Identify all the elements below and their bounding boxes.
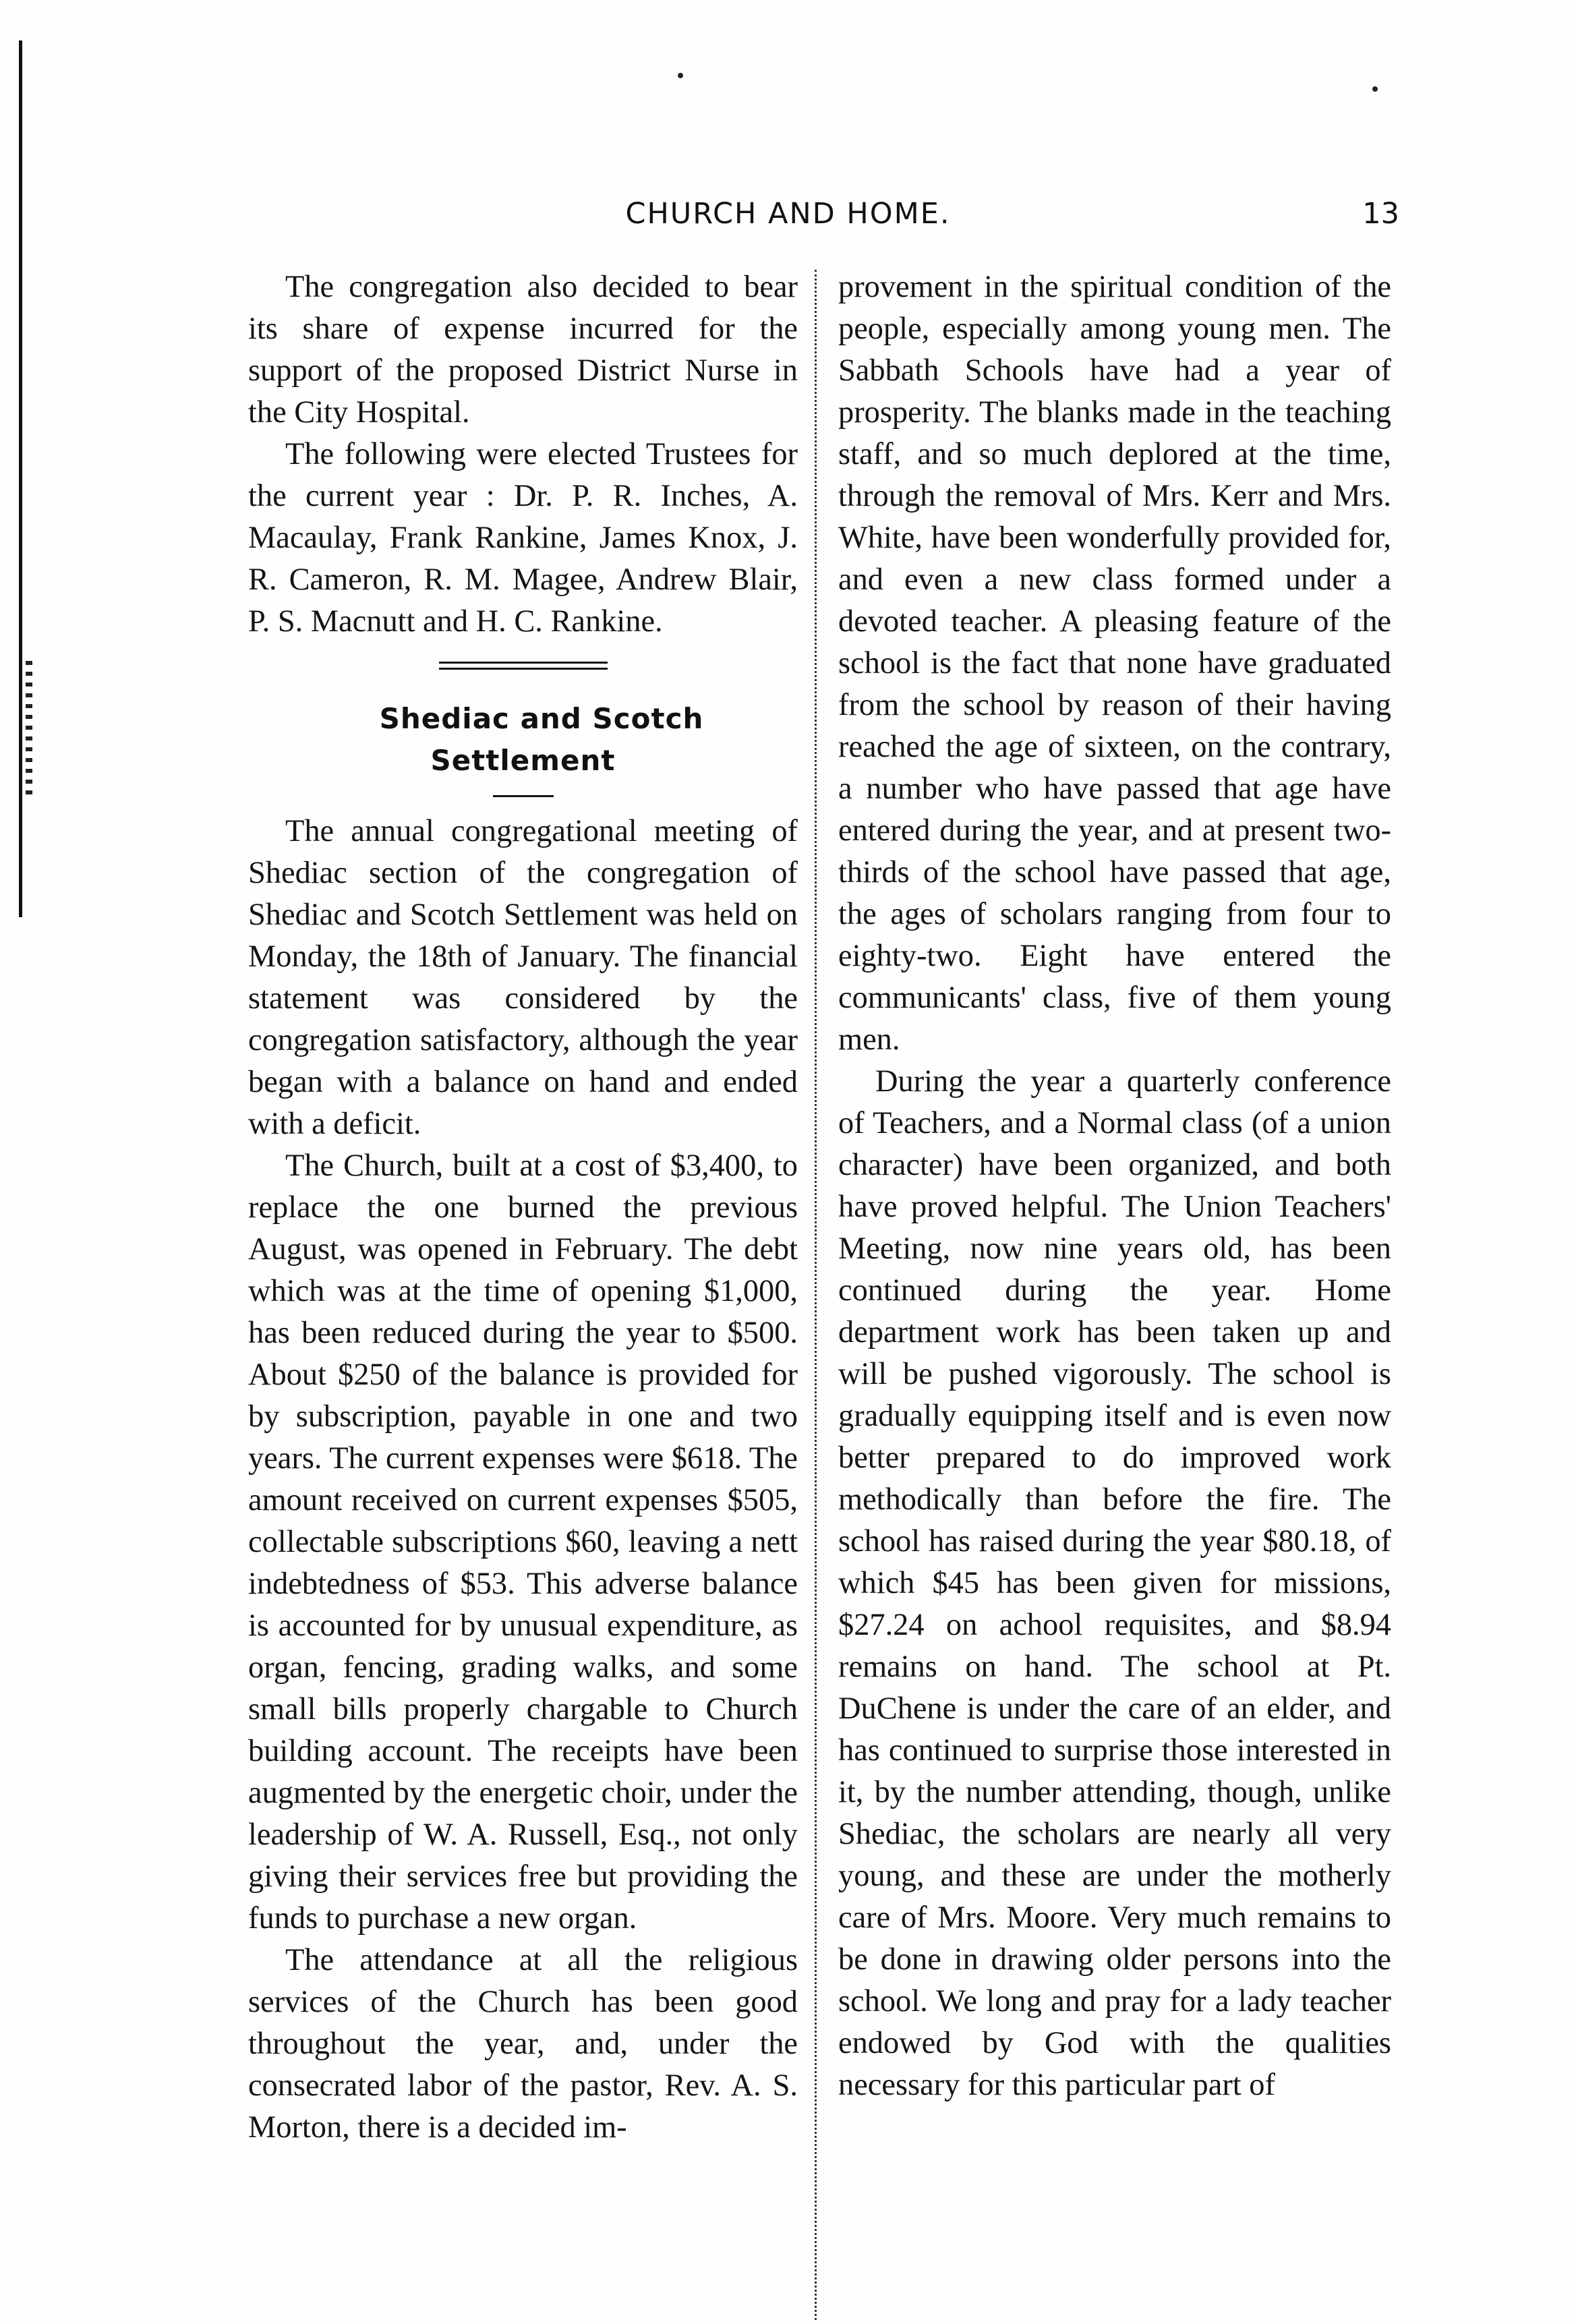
paragraph: provement in the spiritual condition of the people, especially among young men. The Sabbath Schools have had a year of prosperity. The blanks made in the teaching staff, and so much deplored at the time, through the removal of Mrs. Kerr and Mrs. White, have been wonderfully provided for, and even a new class formed under a devoted teacher. A pleasing feature of the school is the fact that none have graduated from the school by reason of their having reached the age of sixteen, on the contrary, a number who have passed that age have entered during the year, and at present two-thirds of the school have passed that age, the ages of scholars ranging from four to eighty-two. Eight have entered the communicants' class, five of them young men.: [838, 270, 1391, 1057]
paragraph: The following were elected Trustees for the current year : Dr. P. R. Inches, A. Macaulay, Frank Rankine, James Knox, J. R. Cameron, R. M. Magee, Andrew Blair, P. S. Macnutt and H. C. Rankine.: [248, 437, 798, 639]
heading-rule: [493, 795, 554, 797]
right-column: [838, 266, 1391, 2106]
binding-edge: [19, 40, 22, 917]
paragraph: During the year a quarterly conference of Teachers, and a Normal class (of a union character) have been organized, and both have proved helpful. The Union Teachers' Meeting, now nine years old, has been continued during the year. Home department work has been taken up and will be pushed vigorously. The school is gradually equipping itself and is even now better prepared to do improved work methodically than before the fire. The school has raised during the year $80.18, of which $45 has been given for missions, $27.24 on achool requisites, and $8.94 remains on hand. The school at Pt. DuChene is under the care of an elder, and has continued to surprise those interested in it, by the number attending, though, unlike Shediac, the scholars are nearly all very young, and these are under the motherly care of Mrs. Moore. Very much remains to be done in drawing older persons into the school. We long and pray for a lady teacher endowed by God with the qualities necessary for this particular part of: [838, 1064, 1391, 2102]
ink-speck: [1372, 86, 1378, 92]
ink-speck: [678, 73, 683, 78]
binding-stain: [26, 661, 32, 796]
running-header: CHURCH AND HOME.: [625, 197, 951, 231]
paragraph: The Church, built at a cost of $3,400, to replace the one burned the previous August, was opened in February. The debt which was at the time of opening $1,000, has been reduced during the year to $500. About $250 of the balance is provided for by subscription, payable in one and two years. The current expenses were $618. The amount received on current expenses $505, collectable subscriptions $60, leaving a nett indebtedness of $53. This adverse balance is accounted for by unusual expenditure, as organ, fencing, grading walks, and some small bills properly chargable to Church building account. The receipts have been augmented by the energetic choir, under the leadership of W. A. Russell, Esq., not only giving their services free but providing the funds to purchase a new organ.: [248, 1149, 798, 1936]
section-divider: [439, 662, 608, 670]
column-rule: [815, 270, 817, 2320]
section-heading: Shediac and Scotch Settlement: [379, 702, 704, 777]
page-number: 13: [1362, 197, 1399, 231]
paragraph: The congregation also decided to bear its share of expense incurred for the support of the proposed District Nurse in the City Hospital.: [248, 270, 798, 430]
paragraph: The annual congregational meeting of Shediac section of the congregation of Shediac and Scotch Settlement was held on Monday, the 18th of January. The financial statement was considered by the congregation satisfactory, although the year began with a balance on hand and ended with a deficit.: [248, 814, 798, 1141]
left-column: [248, 266, 798, 2149]
paragraph: The attendance at all the religious services of the Church has been good throughout the year, and, under the consecrated labor of the pastor, Rev. A. S. Morton, there is a decided im-: [248, 1943, 798, 2145]
